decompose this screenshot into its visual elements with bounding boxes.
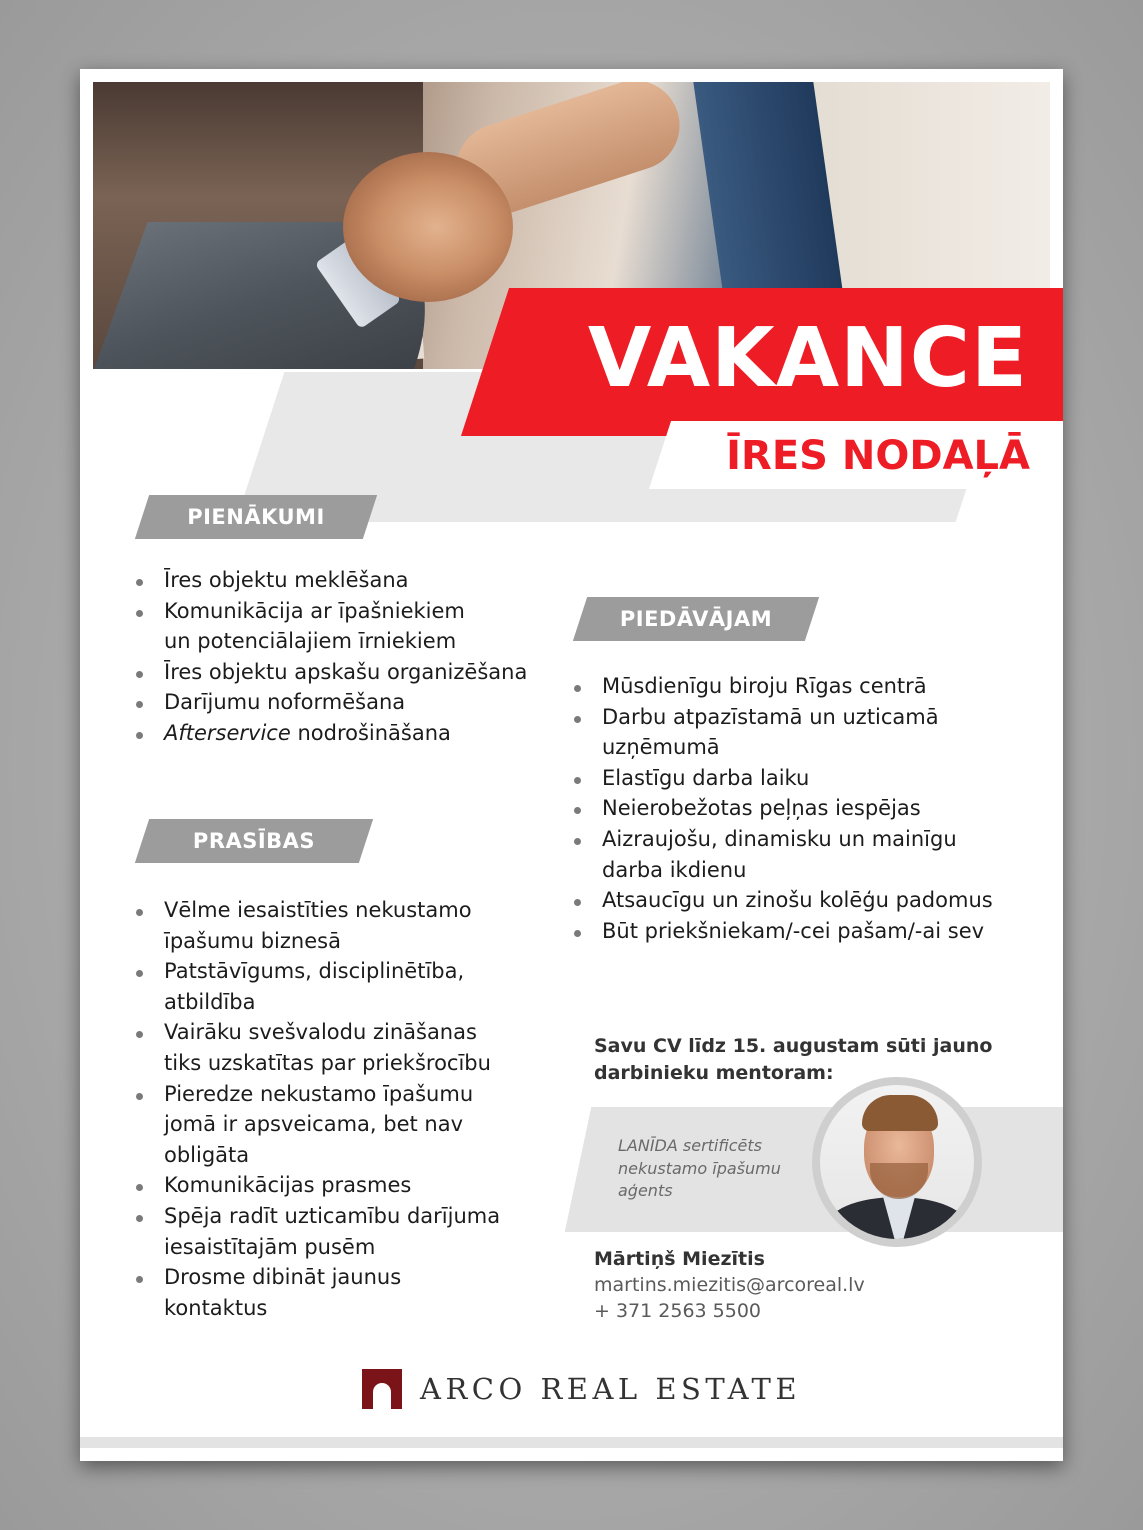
list-item: Komunikācija ar īpašniekiem un potenciālajiem īrniekiem — [136, 596, 596, 657]
offer-list — [574, 671, 1034, 946]
list-item: Aizraujošu, dinamisku un mainīgu darba ikdienu — [574, 824, 1034, 885]
brand-name: ARCO REAL ESTATE — [420, 1372, 802, 1406]
list-item: Darbu atpazīstamā un uzticamā uzņēmumā — [574, 702, 1034, 763]
mentor-name: Mārtiņš Miezītis — [594, 1248, 765, 1270]
list-item: Spēja radīt uzticamību darījuma iesaistītajām pusēm — [136, 1201, 576, 1262]
photo-hands — [343, 152, 513, 302]
list-item: Atsaucīgu un zinošu kolēģu padomus — [574, 885, 1034, 916]
offer-heading: PIEDĀVĀJAM — [619, 607, 773, 631]
list-item: Darījumu noformēšana — [136, 687, 596, 718]
list-item: Vēlme iesaistīties nekustamo īpašumu biznesā — [136, 895, 576, 956]
list-item: Elastīgu darba laiku — [574, 763, 1034, 794]
duties-list — [136, 565, 596, 749]
list-item: Īres objektu meklēšana — [136, 565, 596, 596]
list-item: Būt priekšniekam/-cei pašam/-ai sev — [574, 916, 1034, 947]
list-item: Īres objektu apskašu organizēšana — [136, 657, 596, 688]
requirements-heading: PRASĪBAS — [192, 829, 316, 853]
cv-call-to-action: Savu CV līdz 15. augustam sūti jauno darbinieku mentoram: — [594, 1035, 993, 1084]
list-item: Vairāku svešvalodu zināšanas tiks uzskatītas par priekšrocību — [136, 1017, 576, 1078]
portrait-hair — [862, 1095, 938, 1131]
page-title: VAKANCE — [587, 311, 1028, 406]
page-subtitle: ĪRES NODAĻĀ — [726, 433, 1030, 479]
mentor-email-link[interactable]: martins.miezitis@arcoreal.lv — [594, 1274, 865, 1296]
list-item: Mūsdienīgu biroju Rīgas centrā — [574, 671, 1034, 702]
list-item: Drosme dibināt jaunus kontaktus — [136, 1262, 576, 1323]
footer-bar — [80, 1437, 1063, 1448]
mentor-phone: + 371 2563 5500 — [594, 1300, 762, 1322]
list-item: Patstāvīgums, disciplinētība, atbildība — [136, 956, 576, 1017]
requirements-list — [136, 895, 576, 1323]
list-item: Komunikācijas prasmes — [136, 1170, 576, 1201]
list-item: Neierobežotas peļņas iespējas — [574, 793, 1034, 824]
certification-text: LANĪDA sertificēts nekustamo īpašumu aģents — [618, 1136, 781, 1200]
arco-logo-icon — [362, 1369, 402, 1409]
vacancy-poster — [80, 69, 1063, 1461]
mentor-portrait-photo — [812, 1077, 982, 1247]
list-item: Pieredze nekustamo īpašumu jomā ir apsveicama, bet nav obligāta — [136, 1079, 576, 1171]
portrait-beard — [870, 1163, 928, 1199]
duties-heading: PIENĀKUMI — [187, 505, 325, 529]
list-item: Afterservice nodrošināšana — [136, 718, 596, 749]
avatar — [820, 1085, 974, 1239]
brand-logo — [362, 1365, 802, 1413]
